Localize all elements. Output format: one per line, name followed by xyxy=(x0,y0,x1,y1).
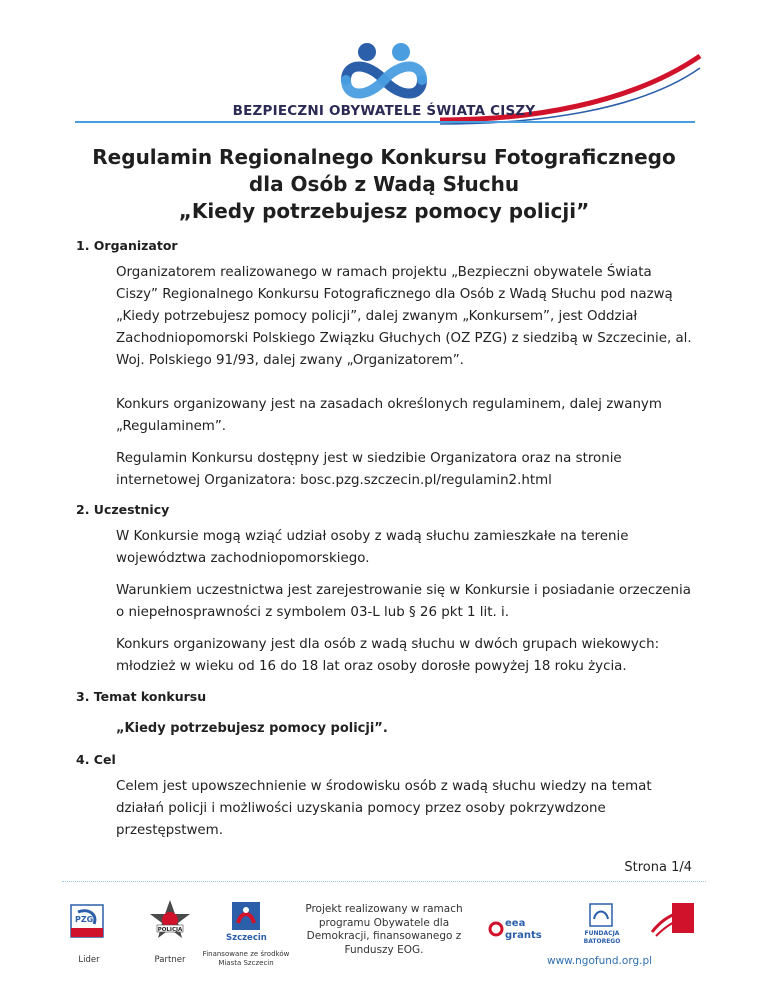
section-1-paragraph-1: Organizatorem realizowanego w ramach projektu „Bezpieczni obywatele Świata Ciszy” Regionalnego Konkursu Fotograficznego dla Osób z Wadą Słuchu pod nazwą „Kiedy potrzebujesz pomocy policji”, dalej zwanym „Konkursem”, jest Oddział Zachodniopomorski Polskiego Związku Głuchych (OZ PZG) z siedzibą w Szczecinie, al. Woj. Polskiego 91/93, dalej zwany „Organizatorem”. xyxy=(116,265,692,368)
section-2-paragraph-1: W Konkursie mogą wziąć udział osoby z wadą słuchu zamieszkałe na terenie województwa zachodniopomorskiego. xyxy=(116,529,629,566)
header-divider xyxy=(75,121,695,123)
svg-text:BATOREGO: BATOREGO xyxy=(583,938,621,945)
fundacja-batorego-logo-icon xyxy=(582,903,622,945)
document-title-line-3: „Kiedy potrzebujesz pomocy policji” xyxy=(178,199,590,223)
section-heading-cel: 4. Cel xyxy=(76,752,116,767)
policja-text: POLICJA xyxy=(157,927,183,933)
section-heading-uczestnicy: 2. Uczestnicy xyxy=(76,502,170,517)
pzg-logo-icon xyxy=(70,904,104,938)
svg-text:FUNDACJA: FUNDACJA xyxy=(584,930,620,937)
szczecin-city-logo-icon xyxy=(231,901,261,931)
pzg-text: PZG xyxy=(75,915,94,924)
section-3-theme: „Kiedy potrzebujesz pomocy policji”. xyxy=(116,721,388,736)
svg-text:grants: grants xyxy=(505,930,542,941)
section-1-paragraph-2: Konkurs organizowany jest na zasadach określonych regulaminem, dalej zwanym „Regulaminem”. xyxy=(116,397,662,434)
funding-label: Finansowane ze środków Miasta Szczecin xyxy=(202,950,290,967)
two-people-infinity-logo-icon xyxy=(338,40,430,102)
section-4-paragraph-1: Celem jest upowszechnienie w środowisku osób z wadą słuchu wiedzy na temat działań policji i możliwości uzyskania pomocy przez osoby pokrzywdzone przestępstwem. xyxy=(116,779,652,838)
foundation-logo-icon xyxy=(650,902,696,942)
section-2-paragraph-2: Warunkiem uczestnictwa jest zarejestrowanie się w Konkursie i posiadanie orzeczenia o niepełnosprawności z symbolem 03-L lub § 26 pkt 1 lit. i. xyxy=(116,583,691,620)
szczecin-label: Szczecin xyxy=(226,933,267,943)
section-heading-temat: 3. Temat konkursu xyxy=(76,689,207,704)
section-1-paragraph-3: Regulamin Konkursu dostępny jest w siedzibie Organizatora oraz na stronie internetowej Organizatora: bosc.pzg.szczecin.pl/regulamin2.html xyxy=(116,451,622,488)
ngofund-url-link[interactable]: www.ngofund.org.pl xyxy=(547,955,653,967)
document-title-line-1: Regulamin Regionalnego Konkursu Fotograficznego xyxy=(92,145,676,169)
document-title-line-2: dla Osób z Wadą Słuchu xyxy=(248,172,520,196)
section-2-paragraph-3: Konkurs organizowany jest dla osób z wadą słuchu w dwóch grupach wiekowych: młodzież w wieku od 16 do 18 lat oraz osoby dorosłe powyżej 18 roku życia. xyxy=(116,637,660,674)
page-number: Strona 1/4 xyxy=(624,860,692,875)
project-funding-text: Projekt realizowany w ramach programu Obywatele dla Demokracji, finansowanego z Funduszy EOG. xyxy=(305,903,463,956)
footer-divider xyxy=(62,881,706,882)
police-star-logo-icon xyxy=(147,898,193,944)
partner-label: Partner xyxy=(154,955,186,965)
project-header-title: BEZPIECZNI OBYWATELE ŚWIATA CISZY xyxy=(232,103,536,119)
section-heading-organizator: 1. Organizator xyxy=(76,238,178,253)
lider-label: Lider xyxy=(78,955,100,965)
eea-grants-logo-icon xyxy=(489,903,542,943)
svg-text:eea: eea xyxy=(505,918,526,929)
